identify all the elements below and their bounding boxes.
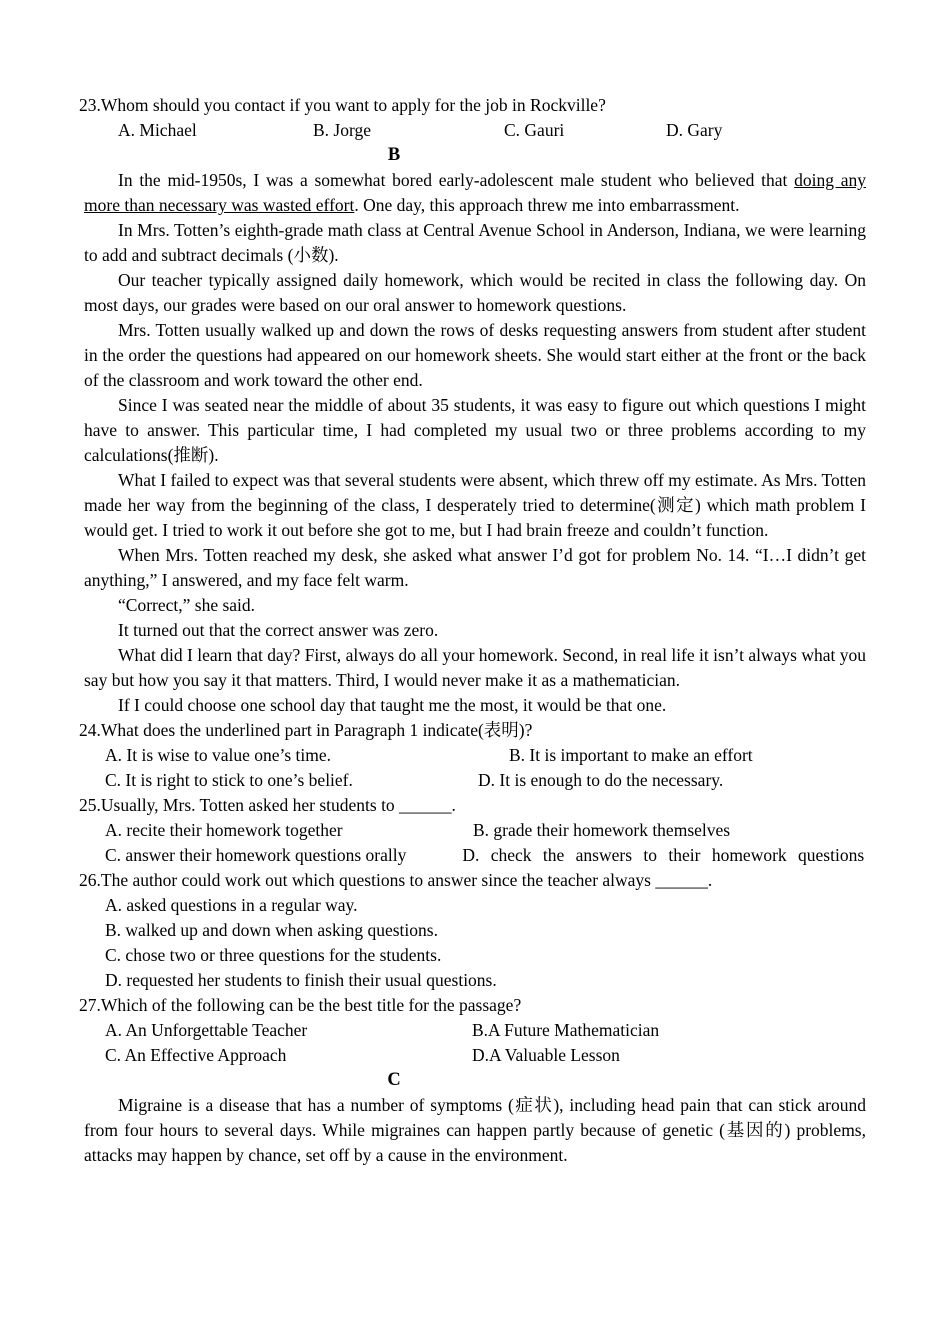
question-25-options-row-1 <box>84 818 866 843</box>
passage-b-paragraph-6: What I failed to expect was that several students were absent, which threw off my estimate. As Mrs. Totten made her way from the beginning of the class, I desperately tried to determine(测定) which math problem I would get. I tried to work it out before she got to me, but I had brain freeze and couldn’t function. <box>84 470 866 540</box>
question-24-options-row-2 <box>84 768 866 793</box>
question-27-options-row-2 <box>84 1043 866 1068</box>
passage-b-paragraph-7: When Mrs. Totten reached my desk, she asked what answer I’d got for problem No. 14. “I…I didn’t get anything,” I answered, and my face felt warm. <box>84 545 866 590</box>
question-24-option-a: A. It is wise to value one’s time. <box>105 745 332 765</box>
question-25-option-b: B. grade their homework themselves <box>473 820 731 840</box>
passage-b-paragraph-11: If I could choose one school day that taught me the most, it would be that one. <box>118 695 667 715</box>
question-27-options-row-1 <box>84 1018 866 1043</box>
question-25-stem: 25.Usually, Mrs. Totten asked her students to ______. <box>79 795 456 815</box>
question-25-options-row-2 <box>84 843 866 868</box>
question-24-option-c: C. It is right to stick to one’s belief. <box>105 770 353 790</box>
paragraph-1-pre-text: In the mid-1950s, I was a somewhat bored early-adolescent male student who believed that <box>118 170 795 190</box>
question-27-option-c: C. An Effective Approach <box>105 1045 287 1065</box>
question-27-option-a: A. An Unforgettable Teacher <box>105 1020 308 1040</box>
underlined-phrase: doing any more than necessary was wasted effort <box>84 170 866 215</box>
question-26-option-c: C. chose two or three questions for the students. <box>105 945 442 965</box>
passage-b-paragraph-4: Mrs. Totten usually walked up and down the rows of desks requesting answers from student after student in the order the questions had appeared on our homework sheets. She would start either at the front or the back of the classroom and work toward the other end. <box>84 320 866 390</box>
paragraph-1-post-text: . One day, this approach threw me into embarrassment. <box>354 195 740 215</box>
passage-b-paragraph-5: Since I was seated near the middle of about 35 students, it was easy to figure out which questions I might have to answer. This particular time, I had completed my usual two or three problems according to my calculations(推断). <box>84 395 866 465</box>
question-24-stem: 24.What does the underlined part in Paragraph 1 indicate(表明)? <box>79 720 533 740</box>
question-26-option-d: D. requested her students to finish their usual questions. <box>105 970 497 990</box>
passage-b-paragraph-2: In Mrs. Totten’s eighth-grade math class at Central Avenue School in Anderson, Indiana, we were learning to add and subtract decimals (小数). <box>84 220 866 265</box>
passage-b-paragraph-10: What did I learn that day? First, always do all your homework. Second, in real life it isn’t always what you say but how you say it that matters. Third, I would never make it as a mathematician. <box>84 645 866 690</box>
section-b-header: B <box>387 145 401 165</box>
passage-b-paragraph-3: Our teacher typically assigned daily homework, which would be recited in class the following day. On most days, our grades were based on our oral answer to homework questions. <box>84 270 866 315</box>
question-24-option-d: D. It is enough to do the necessary. <box>478 770 724 790</box>
question-26-stem: 26.The author could work out which questions to answer since the teacher always ______. <box>79 870 713 890</box>
question-23-option-b: B. Jorge <box>313 120 372 140</box>
question-27-option-d: D.A Valuable Lesson <box>472 1045 620 1065</box>
question-26-option-a: A. asked questions in a regular way. <box>105 895 358 915</box>
question-23-options-row <box>84 118 866 143</box>
question-27-option-b: B.A Future Mathematician <box>472 1020 660 1040</box>
question-24-option-b: B. It is important to make an effort <box>509 745 753 765</box>
question-27-stem: 27.Which of the following can be the best title for the passage? <box>79 995 522 1015</box>
passage-b-paragraph-8: “Correct,” she said. <box>118 595 256 615</box>
question-23-option-c: C. Gauri <box>504 120 565 140</box>
section-c-header: C <box>387 1070 401 1090</box>
question-23-stem: 23.Whom should you contact if you want to apply for the job in Rockville? <box>79 95 606 115</box>
question-25-option-c: C. answer their homework questions orally <box>105 845 407 865</box>
question-23-option-d: D. Gary <box>666 120 723 140</box>
passage-b-paragraph-9: It turned out that the correct answer was zero. <box>118 620 439 640</box>
question-26-option-b: B. walked up and down when asking questions. <box>105 920 438 940</box>
passage-c-paragraph-1: Migraine is a disease that has a number of symptoms (症状), including head pain that can stick around from four hours to several days. While migraines can happen partly because of genetic (基因的) problems, attacks may happen by chance, set off by a cause in the environment. <box>84 1095 866 1165</box>
question-25-option-a: A. recite their homework together <box>105 820 343 840</box>
passage-b-paragraph-1 <box>84 168 866 218</box>
question-23-option-a: A. Michael <box>118 120 197 140</box>
question-25-option-d: D. check the answers to their homework questions <box>462 845 865 865</box>
question-24-options-row-1 <box>84 743 866 768</box>
